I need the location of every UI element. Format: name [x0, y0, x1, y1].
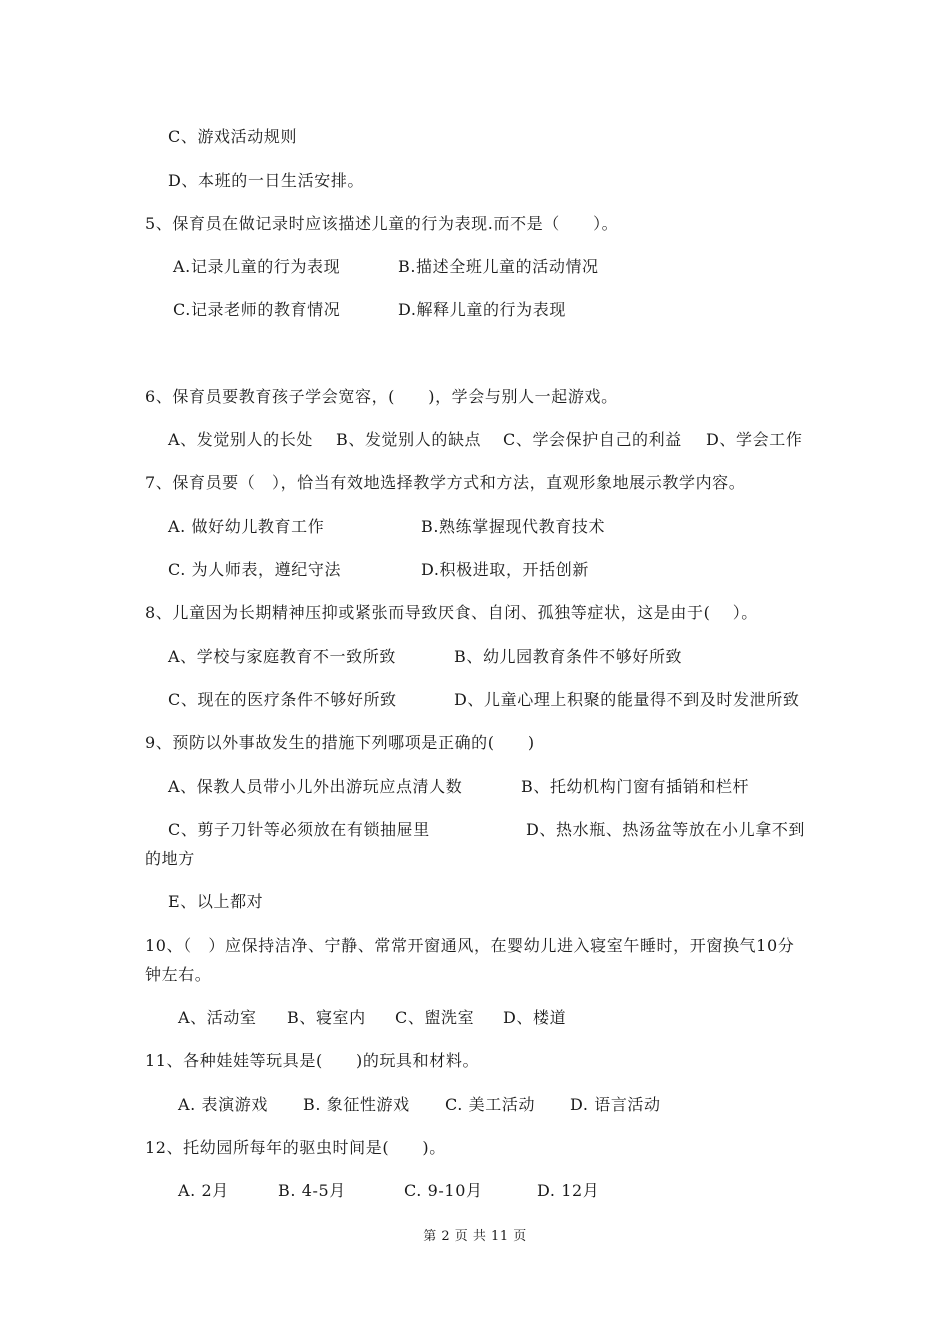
q11-option-a: A. 表演游戏 — [178, 1095, 268, 1114]
q9-stem: 9、预防以外事故发生的措施下列哪项是正确的( ) — [145, 733, 535, 752]
q9-option-c: C、剪子刀针等必须放在有锁抽屉里 — [168, 820, 430, 839]
q8-stem: 8、儿童因为长期精神压抑或紧张而导致厌食、自闭、孤独等症状，这是由于( ）。 — [145, 603, 758, 622]
q11-option-b: B. 象征性游戏 — [303, 1095, 410, 1114]
q9-option-d: D、热水瓶、热汤盆等放在小儿拿不到 — [526, 820, 806, 839]
q12-option-a: A. 2月 — [178, 1181, 229, 1200]
page-number: 第 2 页 共 11 页 — [423, 1229, 527, 1244]
q9-option-e: E、以上都对 — [168, 892, 264, 911]
q12-option-d: D. 12月 — [537, 1181, 600, 1200]
q4-option-d: D、本班的一日生活安排。 — [168, 171, 365, 190]
q10-option-d: D、楼道 — [503, 1008, 567, 1027]
q7-option-c: C. 为人师表，遵纪守法 — [168, 560, 342, 579]
q7-stem: 7、保育员要（ ），恰当有效地选择教学方式和方法，直观形象地展示教学内容。 — [145, 473, 746, 492]
q11-option-c: C. 美工活动 — [445, 1095, 536, 1114]
q9-option-b: B、托幼机构门窗有插销和栏杆 — [521, 777, 750, 796]
q10-option-a: A、活动室 — [178, 1008, 257, 1027]
q4-option-c: C、游戏活动规则 — [168, 127, 298, 146]
q10-option-c: C、盥洗室 — [395, 1008, 475, 1027]
q5-stem: 5、保育员在做记录时应该描述儿童的行为表现.而不是（ ）。 — [145, 214, 619, 233]
q10-option-b: B、寝室内 — [287, 1008, 366, 1027]
q6-option-b: B、发觉别人的缺点 — [336, 430, 482, 449]
q8-option-c: C、现在的医疗条件不够好所致 — [168, 690, 397, 709]
q9-option-a: A、保教人员带小儿外出游玩应点清人数 — [168, 777, 463, 796]
q10-stem-continuation: 钟左右。 — [145, 965, 212, 984]
q5-option-d: D.解释儿童的行为表现 — [398, 300, 566, 319]
q8-option-b: B、幼儿园教育条件不够好所致 — [454, 647, 683, 666]
q8-option-a: A、学校与家庭教育不一致所致 — [168, 647, 396, 666]
q12-stem: 12、托幼园所每年的驱虫时间是( )。 — [145, 1138, 446, 1157]
q6-option-a: A、发觉别人的长处 — [168, 430, 313, 449]
q11-stem: 11、各种娃娃等玩具是( )的玩具和材料。 — [145, 1051, 480, 1070]
q6-stem: 6、保育员要教育孩子学会宽容，( )，学会与别人一起游戏。 — [145, 387, 618, 406]
q9-option-d-continuation: 的地方 — [145, 849, 195, 868]
q7-option-a: A. 做好幼儿教育工作 — [168, 517, 325, 536]
q5-option-a: A.记录儿童的行为表现 — [173, 257, 341, 276]
q6-option-c: C、学会保护自己的利益 — [503, 430, 682, 449]
q12-option-b: B. 4-5月 — [278, 1181, 346, 1200]
q12-option-c: C. 9-10月 — [404, 1181, 483, 1200]
q7-option-d: D.积极进取，开括创新 — [421, 560, 589, 579]
q5-option-b: B.描述全班儿童的活动情况 — [398, 257, 599, 276]
q6-option-d: D、学会工作 — [706, 430, 803, 449]
q10-stem: 10、（ ）应保持洁净、宁静、常常开窗通风，在婴幼儿进入寝室午睡时，开窗换气10分 — [145, 936, 795, 955]
q7-option-b: B.熟练掌握现代教育技术 — [421, 517, 606, 536]
q11-option-d: D. 语言活动 — [570, 1095, 661, 1114]
q8-option-d: D、儿童心理上积聚的能量得不到及时发泄所致 — [454, 690, 800, 709]
q5-option-c: C.记录老师的教育情况 — [173, 300, 341, 319]
